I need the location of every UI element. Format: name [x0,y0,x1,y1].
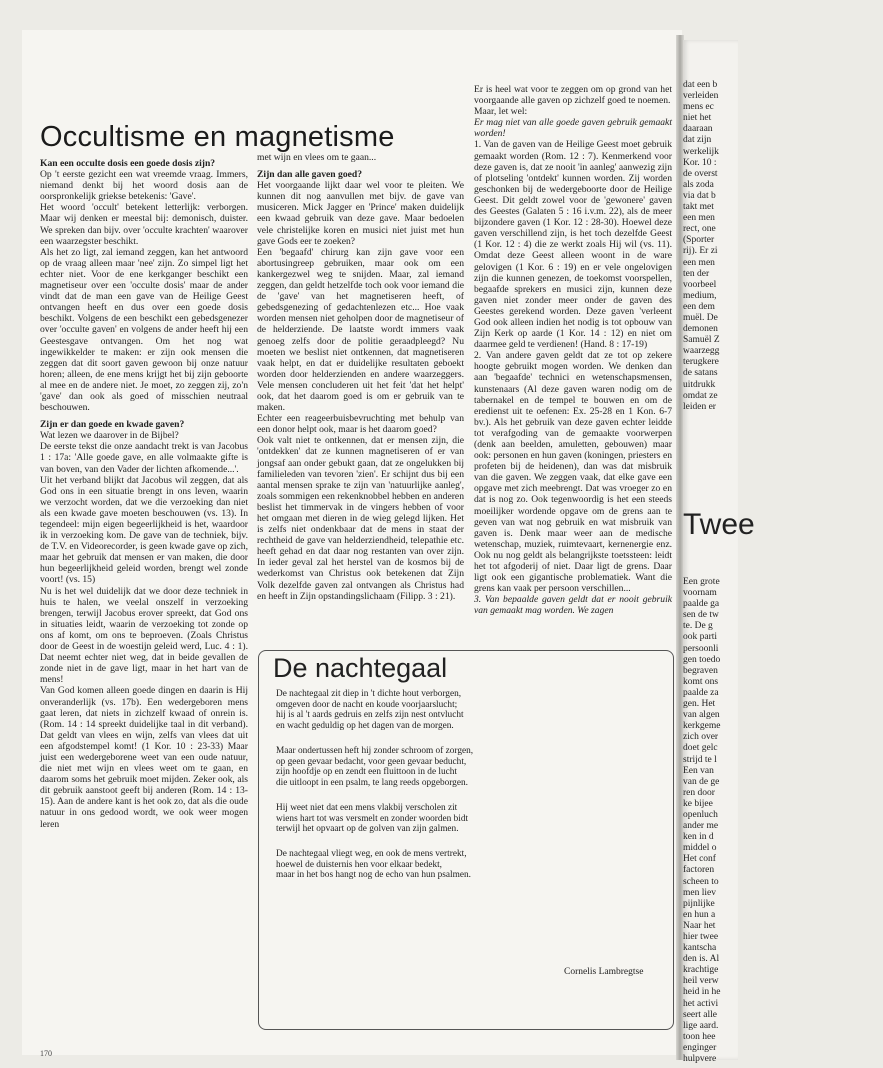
poem-line: De nachtegaal zit diep in 't dichte hout verborgen, [276,689,462,699]
article-subheading: Kan een occulte dosis een goede dosis zijn? [40,158,216,169]
right-page-line: Het conf [683,854,716,865]
right-page-fragment [683,40,755,1065]
right-page-line: rect, one [683,224,716,235]
right-page-line: mens ec [683,102,714,113]
article-paragraph: De eerste tekst die onze aandacht trekt is van Jacobus 1 : 17a: 'Alle goede gave, en alle volmaakte gifte is van boven, van den Vader der lichten afkomende...'. [40,441,248,475]
article-paragraph: 2. Van andere gaven geldt dat ze tot op zekere hoogte gebruikt mogen worden. We denken dan aan 'begaafde' technici en wetenschapsmensen, kunstenaars (Al deze gaven waren nodig om de tabernakel en de tempel te bouwen en om de eredienst uit te oefenen: Ex. 25-28 en 1 Kon. 6-7 bv.). Als het gebruik van deze gaven echter leidde tot verafgoding van de gemaakte voorwerpen (denk aan beelden, amuletten, gebouwen) maar ook: personen en hun gaven (koningen, priesters en profeten bij de heidenen), dan was dat misbruik van die gaven. We zeggen vaak, dat elke gave een opgave met zich meebrengt. Dat was vroeger zo en dat is nog zo. Ook tegenwoordig is het een steeds moeilijker wordende opgave om de grens aan te geven van wat nog gebruik en wat misbruik van gaven is. Denk maar weer aan de medische wetenschap, muziek, ruimtevaart, kernenergie enz. Ook nu nog geldt als belangrijkste toetssteen: leidt het tot afgoderij of niet. Daar ligt de grens. Daar ligt ook een gigantische problematiek. Want die grens kan vaak per persoon verschillen... [474,350,672,595]
right-page-line: werkelijk [683,146,719,157]
right-page-line: Samuël Z [683,335,720,346]
poem-line: maar in het bos hangt nog de echo van hun psalmen. [276,870,471,881]
article-paragraph: Op 't eerste gezicht een wat vreemde vraag. Immers, niemand denkt bij het woord dosis aan de oorspronkelijk griekse betekenis: 'Gave'. [40,169,248,203]
poem-stanza-4 [276,849,586,881]
right-page-line: komt ons [683,676,719,687]
article-paragraph: Er is heel wat voor te zeggen om op grond van het voorgaande alle gaven op zichzelf goed te noemen. [474,84,672,107]
right-page-line: ten der [683,268,710,279]
poem-box [258,650,674,1030]
right-page-line: daaraan [683,124,713,135]
right-page-line: demonen [683,324,718,335]
poem-title: De nachtegaal [273,653,448,683]
right-page-line: dat zijn [683,135,712,146]
right-page-column-top [683,80,883,413]
poem-line: terwijl het opvaart op de golven van zijn galmen. [276,824,459,835]
right-page-line: seert alle [683,1009,718,1020]
right-page-line: gen. Het [683,699,716,710]
poem-line: zijn hoofdje op en zendt een fluittoon in de lucht [276,767,457,778]
right-page-line: paalde ga [683,599,720,610]
article-subheading: Zijn dan alle gaven goed? [257,169,363,181]
right-page-title: Twee [683,508,755,541]
right-page-line: strijd te l [683,754,717,765]
right-page-line: als zoda [683,179,714,190]
right-page-line: factoren [683,865,715,876]
poem-line: die uitloopt in een psalm, te lang reeds opgeborgen. [276,777,468,788]
right-page-line: takt met [683,202,714,213]
poem-line: Hij weet niet dat een mens vlakbij verscholen zit [276,803,458,813]
right-page-line: ren door [683,787,715,798]
right-page-line: toon hee [683,1031,716,1042]
right-page-line: te. De g [683,621,713,632]
article-paragraph: Wat lezen we daarover in de Bijbel? [40,430,179,442]
right-page-line: muël. De [683,312,718,323]
right-page-line: gen toedo [683,654,721,665]
poem-line: De nachtegaal vliegt weg, en ook de mens vertrekt, [276,849,467,859]
right-page-line: niet het [683,113,712,124]
article-column-3 [474,84,672,642]
right-page-line: voornam [683,588,717,599]
right-page-line: ke bijee [683,798,713,809]
article-paragraph: 3. Van bepaalde gaven geldt dat er nooit gebruik van gemaakt mag worden. We zagen [474,594,672,617]
right-page-line: rij). Er zi [683,246,718,257]
right-page-line: en hun a [683,909,716,920]
article-paragraph: Maar, let wel: [474,106,528,118]
right-page-line: een men [683,257,715,268]
poem-line: en wacht geduldig op het dagen van de morgen. [276,720,454,731]
right-page-line: voorbeel [683,279,717,290]
right-page-line: de overst [683,168,718,179]
article-paragraph: Het woord 'occult' betekent letterlijk: verborgen. Maar wij denken er meestal bij: demonisch, duister. We spreken dan bijv. over 'occulte krachten' waarover een waarzegster beschikt. [40,202,248,247]
poem-stanza-2 [276,746,586,788]
right-page-line: via dat b [683,190,716,201]
poem-line: hoewel de duisternis hen voor elkaar bedekt, [276,859,442,870]
right-page-line: van de ge [683,776,720,787]
article-paragraph: Als het zo ligt, zal iemand zeggen, kan het antwoord op de vraag alleen maar 'nee' zijn. Zo simpel ligt het echter niet. Voor de ene kerkganger beschikt een magnetiseur over een 'occulte dosis' maar de ander vindt dat de man een gave van de Heilige Geest ontvangen heeft en dus over een goede dosis beschikt. Volgens de een beschikt een gebedsgenezer over 'occulte gaven' en volgens de ander heeft hij een Geestesgave ontvangen. Om het nog wat ingewikkelder te maken: er zijn ook mensen die zeggen dat dit soort gaven gewoon bij onze natuur horen; alleen, de ene mens krijgt het bij zijn geboorte al mee en de andere niet. Je moet, zo zeggen zij, zo'n 'gave' dan ook als goed of misschien neutraal beschouwen. [40,246,248,414]
article-paragraph: 1. Van de gaven van de Heilige Geest moet gebruik gemaakt worden (Rom. 12 : 7). Kenmerkend voor deze gaven is, dat ze nooit 'in aanleg' aanwezig zijn of plotseling 'ontdekt' kunnen worden. Zij worden geschonken bij de wedergeboorte door de Heilige Geest. Dit geldt zowel voor de 'gewonere' gaven des Geestes (Galaten 5 : 16 i.v.m. 22), als de meer bijzondere gaven (1 Kor. 12 : 28-30). Hoewel deze gaven verschillend zijn, is het toch dezelfde Geest (1 Kor. 12 : 4) die ze werkt zoals Hij wil (vs. 11). Omdat deze Geest alleen woont in de ware gelovigen (1 Kor. 6 : 19) en er vele ongelovigen zijn die kunnen genezen, de toekomst voorspellen, begaafde sprekers en musici zijn, kunnen deze gaven niet zonder meer onder de gaven des Geestes gerekend worden. Deze gaven 'verleent God ook alleen indien het nodig is tot opbouw van Zijn Kerk op aarde (1 Kor. 14 : 12) en niet om daarmee geld te verdienen! (Hand. 8 : 17-19) [474,139,672,351]
right-page-line: ken in d [683,832,714,843]
article-paragraph: Ook valt niet te ontkennen, dat er mensen zijn, die 'ontdekken' dat ze kunnen magnetiseren of er van jongsaf aan onder gebukt gaan, dat ze ongelukken bij familieleden van tevoren 'zien'. Er schijnt dus bij een aantal mensen sprake te zijn van 'natuurlijke aanleg', zoals sommigen een rekenknobbel hebben en anderen beslist het timmervak in de vingers hebben of voor het omgaan met dieren in de wieg gelegd lijken. Het is zelfs niet ondenkbaar dat de mens in staat der rechtheid de gave van helderziendheid, telepathie etc. heeft gehad en dat daar nog restanten van over zijn. In ieder geval zal het herstel van de kosmos bij de wederkomst van Christus ook betekenen dat Zijn Volk dezelfde gaven zal ontvangen als Christus had en heeft in Zijn opstandingslichaam (Filipp. 3 : 21). [257,435,464,602]
right-page-line: enginger [683,1042,717,1053]
poem-line: omgeven door de nacht en koude voorjaarslucht; [276,699,458,710]
right-page-line: paalde za [683,687,719,698]
right-page-line: verleiden [683,91,719,102]
article-paragraph: met wijn en vlees om te gaan... [257,152,377,163]
right-page-line: uitdrukk [683,379,716,390]
right-page-line: Kor. 10 : [683,157,717,168]
right-page-line: dat een b [683,80,718,90]
right-page-line: (Sporter [683,235,715,246]
article-paragraph: Het voorgaande lijkt daar wel voor te pleiten. We kunnen dit nog aanvullen met bijv. de gave van musiceren. Mick Jagger en 'Prince' maken duidelijk een kwaad gebruik van deze gave. Maar bedoelen vele christelijke koren en musici niet juist met hun gave Gods eer te zoeken? [257,180,464,247]
poem-line: hij is al 't aards gedruis en zelfs zijn nest ontvlucht [276,710,464,721]
right-page-line: openluch [683,809,718,820]
article-subheading: Zijn er dan goede en kwade gaven? [40,419,185,431]
right-page-line: krachtige [683,965,719,976]
right-page-line: persoonli [683,643,719,654]
right-page-line: hier twee [683,932,719,942]
poem-line: op geen gevaar bedacht, voor geen gevaar beducht, [276,756,467,767]
right-page-line: lige aard. [683,1020,719,1031]
right-page-line: men liev [683,887,716,898]
article-column-1 [40,158,248,1048]
right-page-line: den is. Al [683,954,720,965]
article-paragraph: Er mag niet van alle goede gaven gebruik gemaakt worden! [474,117,672,140]
right-page-line: Een grote [683,577,720,587]
right-page-line: sen de tw [683,610,719,621]
right-page-line: medium, [683,290,717,301]
right-page-line: ook parti [683,632,718,643]
right-page-line: Een van [683,765,714,776]
right-page-line: van algen [683,710,720,721]
right-page-line: kerkgeme [683,721,721,732]
article-paragraph: Een 'begaafd' chirurg kan zijn gave voor een abortusingreep gebruiken, maar ook om een kankergezwel weg te snijden. Maar, zal iemand zeggen, dan geldt hetzelfde toch ook voor iemand die de 'gave' van het magnetiseren heeft, of gebedsgenezing of gedachtenlezen etc... Hoe vaak worden mensen niet geholpen door de magnetiseur of de helderziende. De laatste wordt immers vaak genoeg zelfs door de politie geraadpleegd? Nu moeten we beslist niet ontkennen, dat magnetiseren vaak helpt, en dat er duidelijke resultaten geboekt worden door helderzienden en andere waarzeggers. Vele mensen concluderen uit het feit 'dat het helpt' ook, dat het daarom goed is om er gebruik van te maken. [257,246,464,414]
poem-stanza-3 [276,803,586,835]
right-page-line: waarzegg [683,346,720,357]
right-page-line: omdat ze [683,390,718,401]
right-page-line: terugkere [683,357,719,368]
poem-line: Maar ondertussen heft hij zonder schroom of zorgen, [276,746,474,756]
poem-stanza-1 [276,689,586,731]
right-page-line: Naar het [683,920,716,931]
article-paragraph: Nu is het wel duidelijk dat we door deze techniek in huis te halen, we veelal onszelf in verzoeking brengen, terwijl Jacobus erover spreekt, dat God ons in situaties leidt, waarin de verzoeking tot zonde op ons af komt, om ons te beproeven. (Zoals Christus door de Geest in de woestijn geleid werd, Luc. 4 : 1). Dat neemt echter niet weg, dat in beide gevallen de zonde niet in de gave ligt, maar in het hart van de mens! [40,585,248,686]
right-page-line: heid in he [683,987,721,998]
page-number: 170 [40,1049,52,1058]
right-page-line: heil verw [683,976,719,987]
right-page-line: pijnlijke [683,898,715,909]
article-paragraph: Uit het verband blijkt dat Jacobus wil zeggen, dat als God ons in een situatie brengt in ons leven, waarin we verzocht worden, dat we die verzoeking dan niet als een kwade gave moeten beschouwen (vs. 13). In tegendeel: mijn eigen begeerlijkheid is het, waardoor ik in verzoeking kom. De gave van de techniek, bijv. de T.V. en Videorecorder, is geen kwade gave op zich, maar het gebruik dat mensen er van maken, die door hun begeerlijkheid geleid worden, brengt wel zonde voort! (vs. 15) [40,474,248,586]
poem-line: wiens hart tot was versmelt en zonder woorden bidt [276,813,469,824]
right-page-line: ander me [683,821,719,832]
article-title: Occultisme en magnetisme [40,121,395,153]
right-page-line: leiden er [683,401,716,412]
right-page-line: een men [683,213,715,224]
article-column-2 [257,152,464,602]
right-page-line: middel o [683,843,717,854]
right-page-line: begraven [683,665,718,676]
right-page-line: doet gelc [683,743,718,754]
right-page-line: zich over [683,732,719,743]
article-paragraph: Van God komen alleen goede dingen en daarin is Hij onveranderlijk (vs. 17b). Een wedergeboren mens gaat leren, dat niets in zichzelf kwaad of onrein is. (Rom. 14 : 14 spreekt duidelijke taal in dit verband). Dat geldt van vlees en wijn, zelfs van vlees dat uit een afgodstempel komt! (1 Kor. 10 : 23-33) Maar juist een wedergeborene weet van een oude natuur, die niet met wijn en vlees weet om te gaan, en daarom soms het gebruik moet mijden. Zeker ook, als dit gebruik aanstoot geeft bij anderen (Rom. 14 : 13-15). Aan de andere kant is het ook zo, dat als die oude natuur in ons gedood wordt, we ook weer mogen leren [40,685,248,830]
poem-author: Cornelis Lambregtse [564,967,644,977]
right-page-column-bottom [683,577,883,1065]
right-page-line: scheen to [683,876,719,887]
right-page-line: de satans [683,368,718,379]
right-page-line: een dem [683,301,715,312]
right-page-line: kantscha [683,943,717,954]
right-page-line: hulpvere [683,1054,717,1065]
right-page-line: het activi [683,998,719,1009]
article-paragraph: Echter een reageerbuisbevruchting met behulp van een donor helpt ook, maar is het daarom goed? [257,413,464,436]
